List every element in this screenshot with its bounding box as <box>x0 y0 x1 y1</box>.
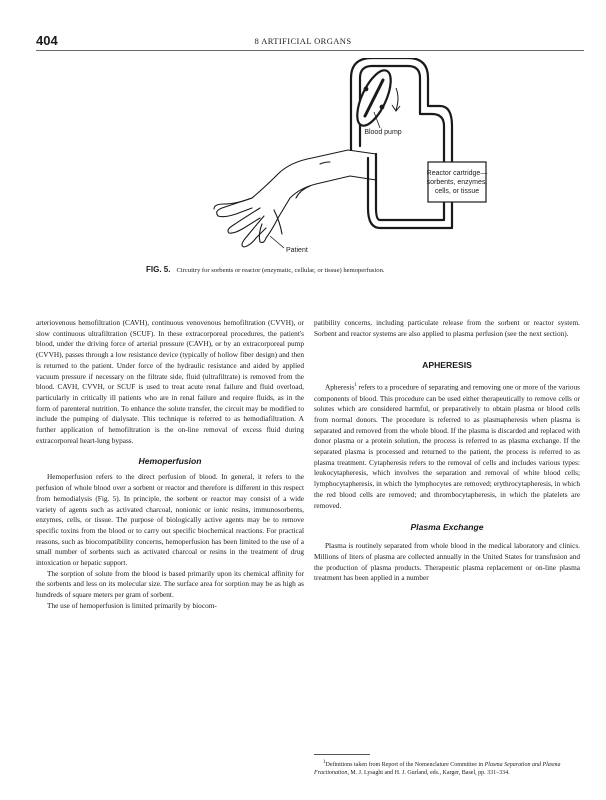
figure-caption-text: Circuitry for sorbents or reactor (enzymatic, cellular, or tissue) hemoperfusion. <box>176 267 385 274</box>
paragraph: arteriovenous hemofiltration (CAVH), continuous venovenous hemofiltration (CVVH), or slow continuous ultrafiltration (SCUF). In these extracorporeal procedures, the patient's blood, under the driving force of arterial pressure (CAVH), or by an extracorporeal pump (CVVH), passes through a low resistance device (typically of hollow fiber design) and then is returned to the patient. Under force of the hydraulic resistance and aided by applied vacuum pressure if necessary on the filtrate side, fluid (ultrafiltrate) is removed from the blood. CAVH, CVVH, or SCUF is used to treat acute renal failure and fluid overload, particularly in critically ill patients who are in renal failure and require fluids, as in the form of parenteral nutrition. To enhance the solute transfer, the circuit may be modified to include the pumping of dialysate. This technique is referred to as hemodiafiltration. A further application of hemofiltration is the on-line removal of excess fluid during extracorporeal heart-lung bypass. <box>36 318 304 445</box>
footnote-mark: 1 <box>323 760 326 765</box>
section-heading-plasma-exchange: Plasma Exchange <box>410 522 484 533</box>
patient-leader-line <box>270 236 284 248</box>
reactor-label-line: Reactor cartridge— <box>426 170 488 177</box>
running-head: 8 ARTIFICIAL ORGANS <box>254 36 352 46</box>
footnote-text-end: , M. J. Lysaght and H. J. Gurland, eds., Karger, Basel, pp. 331–334. <box>347 770 510 777</box>
paragraph <box>314 381 580 511</box>
pump-roller-icon <box>380 105 385 110</box>
apheresis-term: Apheresis <box>325 382 355 392</box>
footnote-text-start: Definitions taken from Report of the Nomenclature Committee in <box>325 762 485 768</box>
patient-arm-icon <box>214 150 376 247</box>
header-rule <box>36 50 584 51</box>
figure-hemoperfusion-circuit <box>200 58 492 258</box>
footnote-rule <box>314 754 370 755</box>
section-heading-apheresis: APHERESIS <box>422 360 472 371</box>
paragraph: The use of hemoperfusion is limited primarily by biocom- <box>47 600 217 610</box>
flow-arrow-icon <box>392 88 400 111</box>
page-number: 404 <box>36 33 58 48</box>
paragraph: Hemoperfusion refers to the direct perfusion of blood. In general, it refers to the perfusion of whole blood over a sorbent or reactor and therefore is different in this respect from hemodialysis (Fig. 5). In principle, the sorbent or reactor may consist of a wide variety of agents such as activated charcoal, nonionic or ionic resins, immunosorbents, enzymes, cells, or tissue. The purpose of biologically active agents may be to remove specific toxins from the blood or to carry out specific biochemical reactions. For practical reasons, such as biocompatibility concerns, hemoperfusion has been limited to the use of a small number of sorbents such as activated charcoal or resins in the treatment of drug intoxication or hepatic support. <box>36 472 304 568</box>
reactor-label-line: cells, or tissue <box>434 188 480 195</box>
left-column <box>36 318 304 612</box>
patient-label: Patient <box>286 247 308 254</box>
reactor-label-line: sorbents, enzymes, <box>426 179 488 186</box>
paragraph: patibility concerns, including particulate release from the sorbent or reactor system. Sorbent and reactor systems are also applied to plasma perfusion (see the next section). <box>314 318 580 338</box>
figure-caption-label: FIG. 5. <box>146 265 171 274</box>
right-column <box>314 318 580 584</box>
footnote-reference: 1 <box>354 383 357 389</box>
apheresis-definition: refers to a procedure of separating and removing one or more of the various components of blood. This procedure can be used either therapeutically to remove cells or solutes which are considered harmful, or preparatively to obtain plasma or blood cells from normal donors. The procedure is referred to as plasmapheresis when plasma is separated and removed from the whole blood. If the plasma is discarded and replaced with donor plasma or a protein solution, the process is referred to as plasma exchange. If the separated plasma is processed and returned to the patient, the process is referred to as plasma treatment. Cytapheresis refers to the removal of cells and includes various types: leukocytapheresis, which involves the separation and removal of white blood cells; lymphocytapheresis, in which the lymphocytes are removed; erythrocytapheresis, in which the red blood cells are removed; and thrombocytapheresis, in which the platelets are removed. <box>314 382 580 510</box>
section-heading-hemoperfusion: Hemoperfusion <box>138 456 202 467</box>
pump-roller-icon <box>364 87 369 92</box>
footnote-title: Plasma Separation and Plasma Fractionation <box>314 762 561 777</box>
paragraph: Plasma is routinely separated from whole blood in the medical laboratory and clinics. Millions of liters of plasma are collected annually in the United States for transfusion and the production of plasma products. Therapeutic plasma replacement or on-line plasma treatment has been applied in a number <box>314 541 580 583</box>
circuit-diagram <box>200 58 492 258</box>
paragraph: The sorption of solute from the blood is based primarily upon its chemical affinity for the sorbents and less on its molecular size. The surface area for sorption may be as high as hundreds of square meters per gram of sorbent. <box>36 568 304 600</box>
figure-caption <box>146 265 566 274</box>
footnote <box>314 759 580 777</box>
blood-pump-label: Blood pump <box>364 129 402 136</box>
